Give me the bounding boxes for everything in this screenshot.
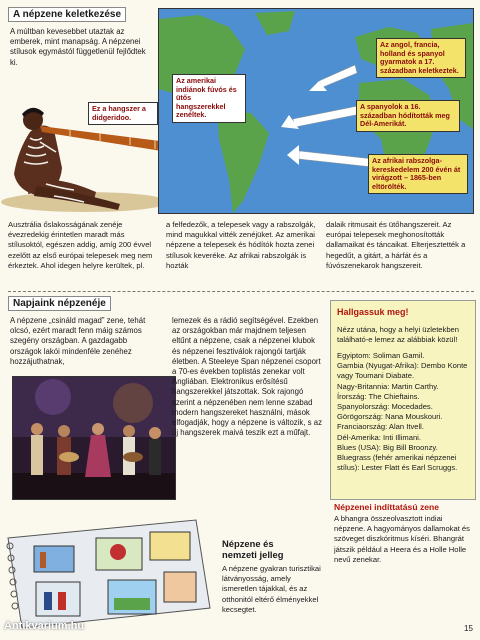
- list-item: Egyiptom: Soliman Gamil.: [337, 351, 425, 360]
- list-item: Spanyolország: Mocedades.: [337, 402, 433, 412]
- steeleye-span-photo: [12, 376, 176, 500]
- origins-lead: A múltban kevesebbet utaztak az emberek, mint manapság. A népzenei stílusok egymástól függetlenül fejlődtek ki.: [10, 27, 146, 67]
- list-item: Nagy-Britannia: Martin Carthy.: [337, 381, 439, 391]
- list-item: Bluegrass (fehér amerikai népzenei stílus): Lester Flatt és Earl Scruggs.: [337, 453, 458, 473]
- section-divider: [8, 291, 474, 292]
- album-illustration: [0, 508, 214, 630]
- national-text: A népzene gyakran turisztikai látványosság, amely ismeretlen tájakkal, és az otthonitól eltérő élményekkel kecsegtet.: [222, 564, 321, 614]
- origins-column-1: Ausztrália őslakosságának zenéje évezredekig érintetlen maradt más stílusoktól, egészen addig, amíg 200 évvel ezelőtt az első európai telepesek meg nem érkeztek. Ahol idegen helyre kerültek, pl.: [8, 220, 153, 270]
- map-caption-europe: Az angol, francia, holland és spanyol gyarmatok a 17. században keletkeztek.: [376, 38, 466, 78]
- map-caption-spanish: A spanyolok a 16. században hódították meg Dél-Amerikát.: [356, 100, 460, 132]
- map-caption-indians: Az amerikai indiánok fúvós és ütős hangszerekkel zenéltek.: [172, 74, 246, 123]
- didgeridoo-illustration: [0, 80, 170, 212]
- modern-title: Napjaink népzenéje: [8, 296, 111, 311]
- modern-column-1: A népzene „csináld magad” zene, tehát olcsó, ezért maradt fenn máig számos szegény országban. A gazdagabb országok lakói mindenféle zenéhez hozzájuthatnak,: [10, 316, 146, 366]
- origins-column-3: dalaik ritmusait és ütőhangszereit. Az európai telepesek meghonosították dallamaikat és táncaikat. Elterjesztették a hegedűt, a gitárt, a hárfát és a fúvószenekarok hangszereit.: [326, 220, 466, 270]
- modern-column-2: lemezek és a rádió segítségével. Ezekben az országokban már majdnem teljesen eltűnt a népzene, csak a népzenei klubok és népzenei fesztiválok rajongói tartják életben. A Steeleye Span népzenei csoport a 70-es években toplistás zenekar volt Angliában. Elektronikus erősítésű hangszerekkel játszottak. Sok rajongó szerint a népzenében nem lenne szabad modern hangszereket használni, mások elfogadják, hogy a népzene is változik, s az új hangszerek maivá teszik ezt a műfajt.: [172, 316, 322, 438]
- list-item: Gambia (Nyugat-Afrika): Dembo Konte vagy Toumani Diabate.: [337, 361, 468, 381]
- list-item: Görögország: Nana Mouskouri.: [337, 412, 443, 422]
- origins-title: A népzene keletkezése: [8, 7, 126, 22]
- list-item: Írország: The Chieftains.: [337, 391, 420, 401]
- page-number: 15: [464, 624, 473, 633]
- listen-box: [330, 300, 476, 500]
- national-title-line-1: Népzene és: [222, 538, 274, 549]
- indian-text: A bhangra összeolvasztott indiai népzene. A hagyományos dallamokat és szöveget diszkóritmus kíséri. Bhangrát játszik például a Heera és a Holle Holle nevű zenekar.: [334, 514, 470, 564]
- listen-list: [337, 351, 473, 473]
- map-caption-slaves: Az afrikai rabszolga-kereskedelem 200 évén át virágzott – 1865-ben eltörölték.: [368, 154, 468, 194]
- list-item: Franciaország: Alan Itvell.: [337, 422, 424, 432]
- watermark: Antikvarium.hu: [4, 620, 85, 632]
- origins-column-2: a felfedezők, a telepesek vagy a rabszolgák, mind magukkal vitték zenéjüket. Az amerikai népzene a telepesek és hódítók hozta zenei stílusok keveréke. Az afrikai rabszolgák is hozták: [166, 220, 316, 270]
- national-title: [222, 538, 283, 560]
- didgeridoo-caption: Ez a hangszer a didgeridoo.: [88, 102, 158, 125]
- list-item: Dél-Amerika: Inti Illimani.: [337, 432, 421, 442]
- indian-title: Népzenei indíttatású zene: [334, 502, 440, 512]
- listen-title: Hallgassuk meg!: [337, 307, 409, 317]
- listen-intro: Nézz utána, hogy a helyi üzletekben található-e lemez az alábbiak közül!: [337, 325, 460, 345]
- list-item: Blues (USA): Big Bill Broonzy.: [337, 442, 438, 452]
- national-title-line-2: nemzeti jelleg: [222, 549, 284, 560]
